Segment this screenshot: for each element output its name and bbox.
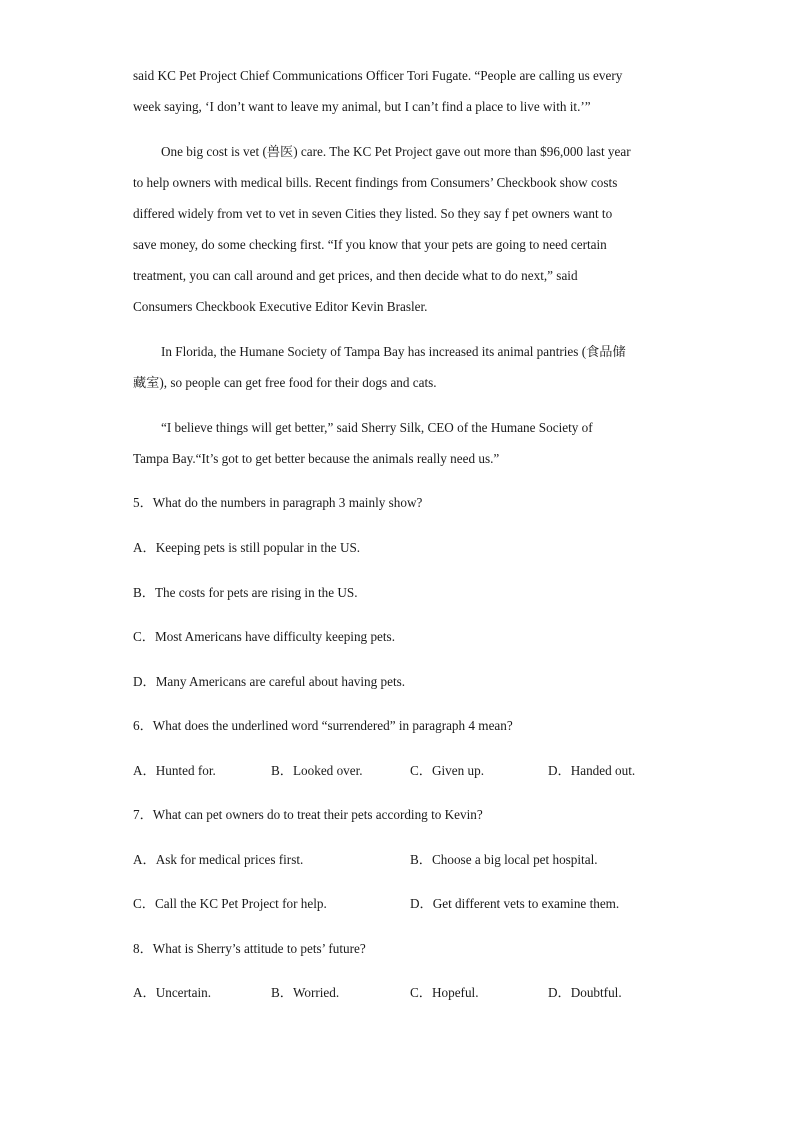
question-stem: 7．What can pet owners do to treat their pets according to Kevin? xyxy=(133,807,483,822)
passage-line: Tampa Bay.“It’s got to get better because the animals really need us.” xyxy=(133,451,500,466)
option-row xyxy=(133,852,663,868)
passage-line: “I believe things will get better,” said Sherry Silk, CEO of the Humane Society of xyxy=(161,420,593,435)
option-row xyxy=(133,985,663,1001)
passage-line: Consumers Checkbook Executive Editor Kevin Brasler. xyxy=(133,299,428,314)
question-stem: 6．What does the underlined word “surrendered” in paragraph 4 mean? xyxy=(133,718,513,733)
question-option: B．Choose a big local pet hospital. xyxy=(410,852,598,867)
question-option: D．Doubtful. xyxy=(548,985,622,1000)
question-option: C．Call the KC Pet Project for help. xyxy=(133,896,327,911)
passage-line: One big cost is vet (兽医) care. The KC Pet Project gave out more than $96,000 last year xyxy=(161,144,631,159)
passage-line: week saying, ‘I don’t want to leave my animal, but I can’t find a place to live with it.’” xyxy=(133,99,591,114)
question-option: D．Many Americans are careful about having pets. xyxy=(133,674,406,689)
question-option: B．The costs for pets are rising in the US. xyxy=(133,585,358,600)
passage-line: treatment, you can call around and get prices, and then decide what to do next,” said xyxy=(133,268,578,283)
passage-line: 藏室), so people can get free food for their dogs and cats. xyxy=(133,375,437,390)
option-row xyxy=(133,763,663,779)
option-row xyxy=(133,896,663,912)
question-option: A．Ask for medical prices first. xyxy=(133,852,304,867)
passage-line: differed widely from vet to vet in seven Cities they listed. So they say f pet owners want to xyxy=(133,206,613,221)
question-option: C．Hopeful. xyxy=(410,985,479,1000)
question-option: B．Looked over. xyxy=(271,763,363,778)
passage-line: said KC Pet Project Chief Communications Officer Tori Fugate. “People are calling us every xyxy=(133,68,623,83)
question-option: C．Most Americans have difficulty keeping pets. xyxy=(133,629,395,644)
question-option: A．Uncertain. xyxy=(133,985,211,1000)
passage-line: to help owners with medical bills. Recent findings from Consumers’ Checkbook show costs xyxy=(133,175,618,190)
question-option: C．Given up. xyxy=(410,763,484,778)
question-option: A．Hunted for. xyxy=(133,763,216,778)
question-option: A．Keeping pets is still popular in the US. xyxy=(133,540,361,555)
question-stem: 5．What do the numbers in paragraph 3 mainly show? xyxy=(133,495,423,510)
question-stem: 8．What is Sherry’s attitude to pets’ future? xyxy=(133,941,366,956)
question-option: D．Get different vets to examine them. xyxy=(410,896,620,911)
passage-line: In Florida, the Humane Society of Tampa Bay has increased its animal pantries (食品储 xyxy=(161,344,626,359)
question-option: B．Worried. xyxy=(271,985,340,1000)
question-option: D．Handed out. xyxy=(548,763,636,778)
passage-line: save money, do some checking first. “If you know that your pets are going to need certain xyxy=(133,237,607,252)
